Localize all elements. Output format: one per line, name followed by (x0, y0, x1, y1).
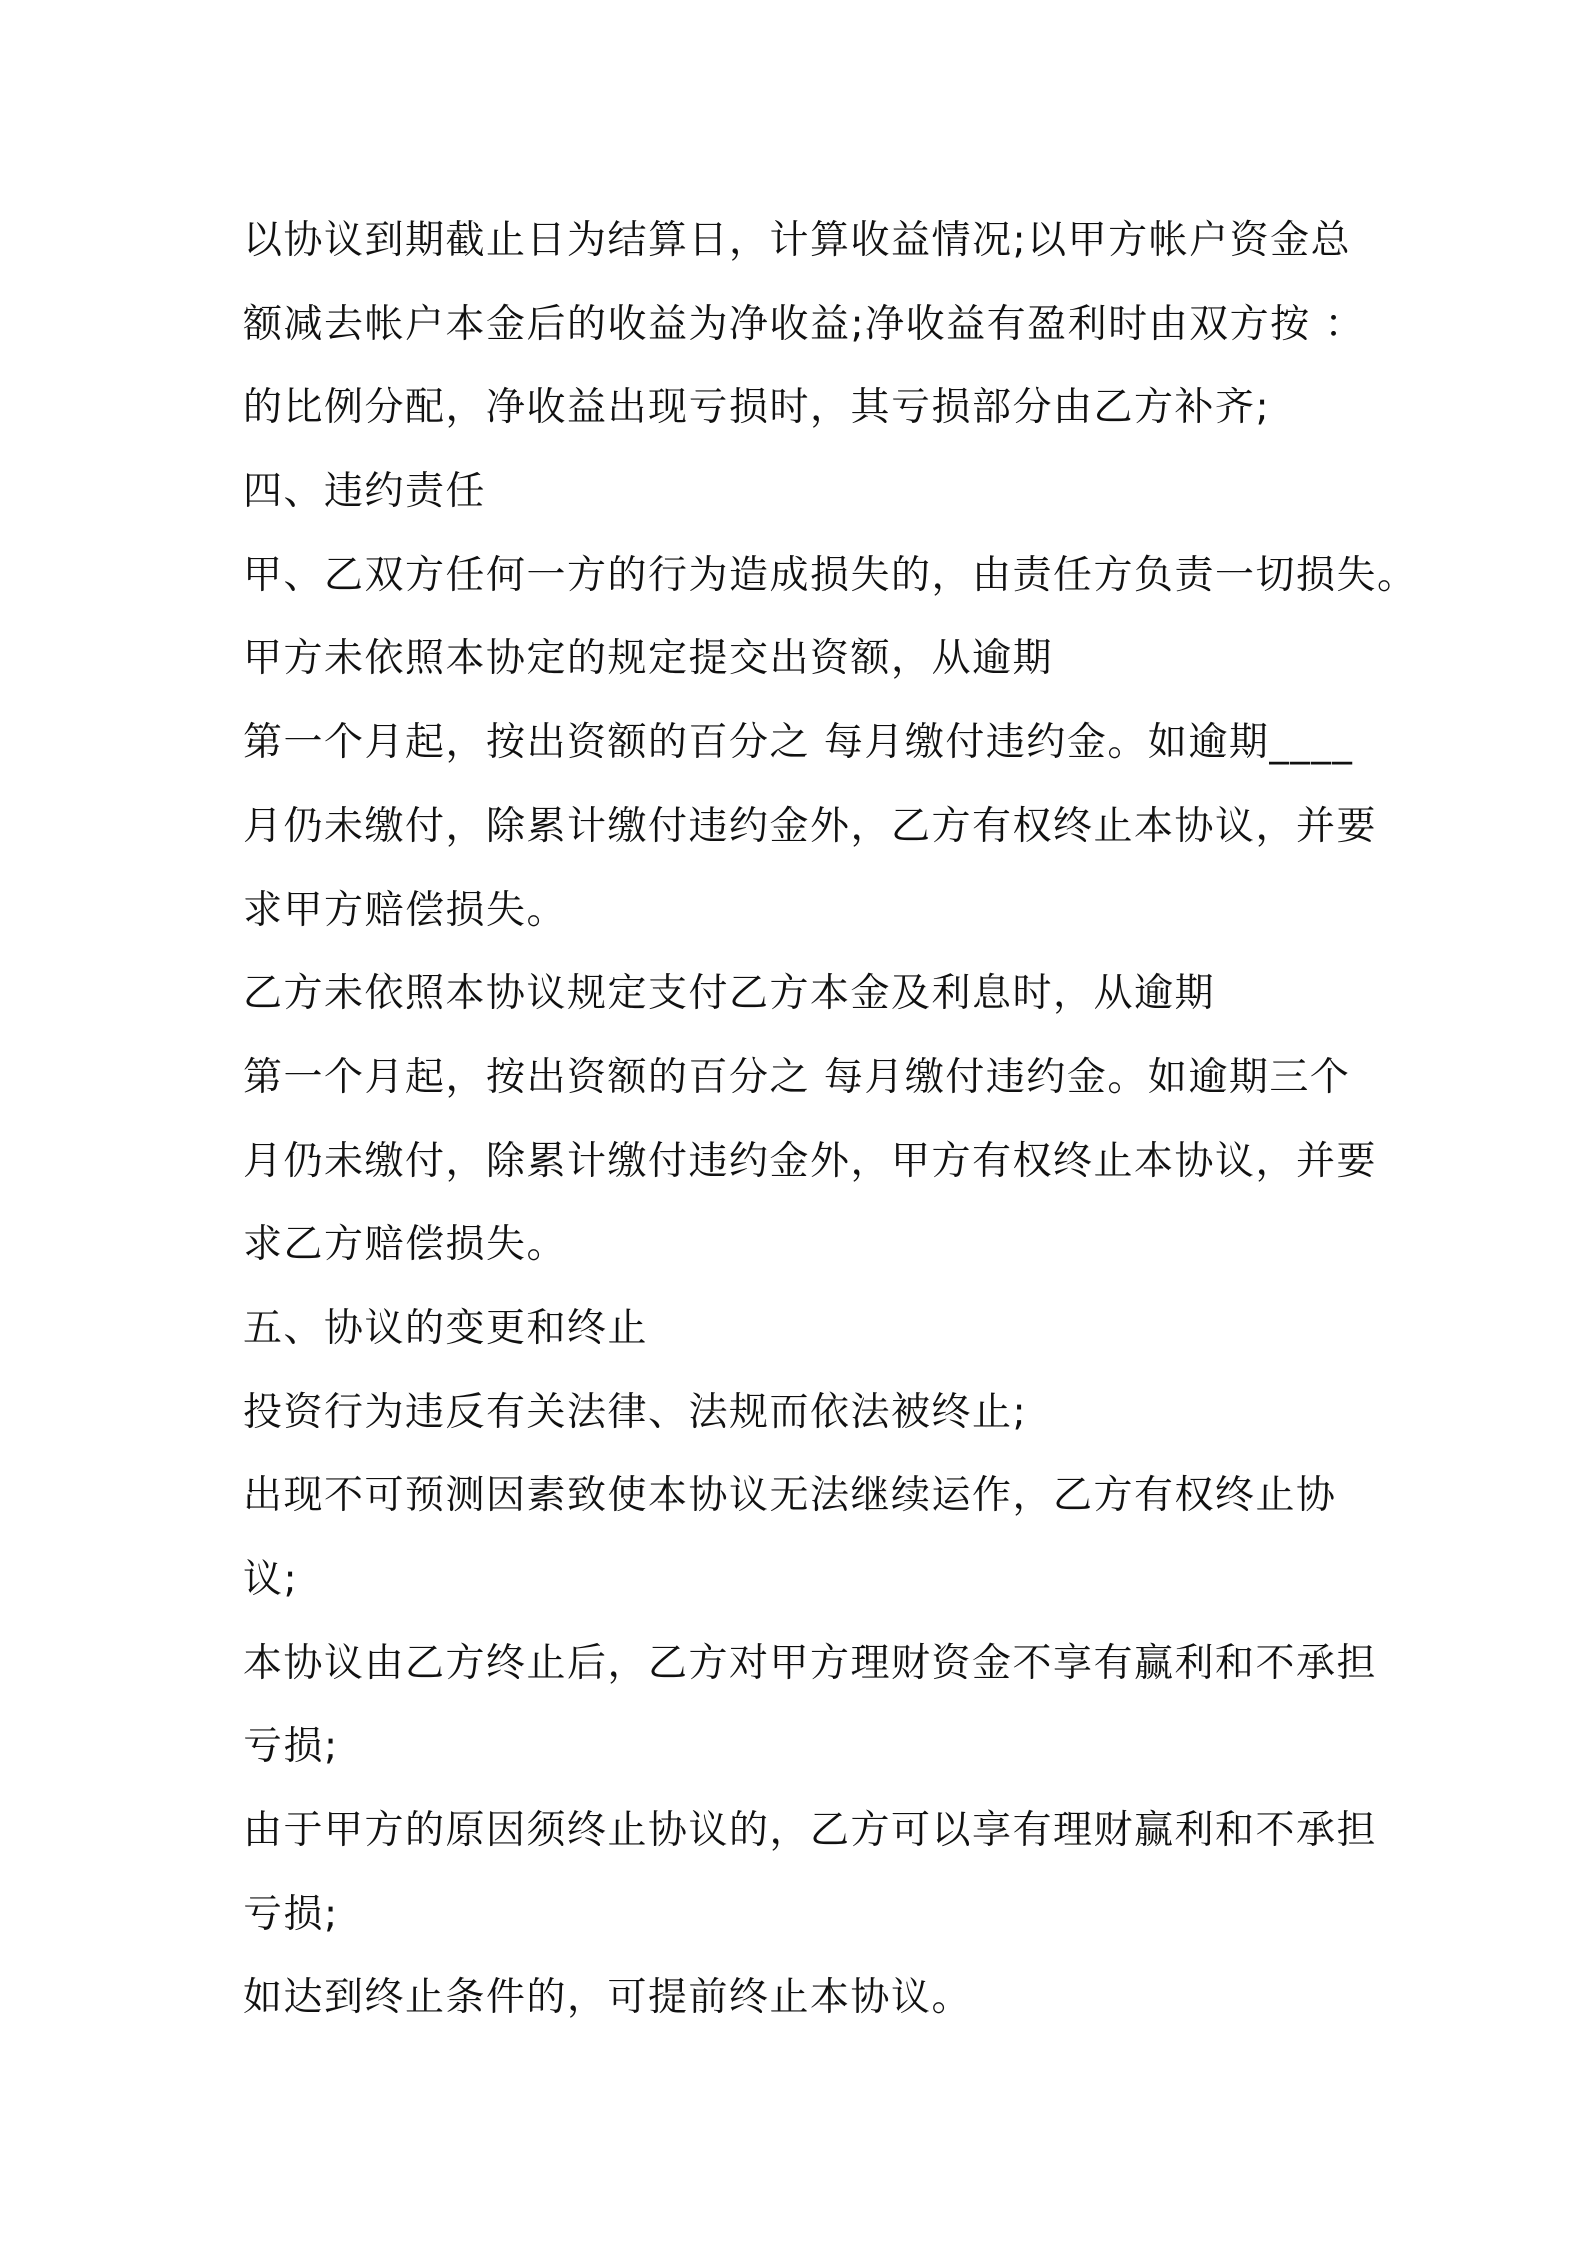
document-body (243, 199, 1418, 2040)
text-line: 月仍未缴付，除累计缴付违约金外，甲方有权终止本协议，并要 (243, 1138, 1378, 1184)
text-line: 第一个月起，按出资额的百分之 每月缴付违约金。如逾期三个 (243, 1054, 1351, 1100)
text-line: 求乙方赔偿损失。 (243, 1222, 568, 1268)
text-line: 乙方未依照本协议规定支付乙方本金及利息时，从逾期 (243, 971, 1216, 1017)
text-line: 亏损; (243, 1891, 339, 1937)
text-line: 由于甲方的原因须终止协议的，乙方可以享有理财赢利和不承担 (243, 1808, 1378, 1854)
text-line: 第一个月起，按出资额的百分之 每月缴付违约金。如逾期____ (243, 720, 1354, 766)
text-line: 亏损; (243, 1724, 339, 1770)
text-line: 以协议到期截止日为结算日，计算收益情况;以甲方帐户资金总 (243, 218, 1352, 263)
text-line: 额减去帐户本金后的收益为净收益;净收益有盈利时由双方按 ： (243, 301, 1366, 347)
text-line: 求甲方赔偿损失。 (243, 887, 568, 933)
text-line: 的比例分配，净收益出现亏损时，其亏损部分由乙方补齐; (243, 385, 1271, 431)
text-line: 如达到终止条件的，可提前终止本协议。 (243, 1975, 973, 2021)
text-line: 投资行为违反有关法律、法规而依法被终止; (243, 1389, 1028, 1435)
text-line: 本协议由乙方终止后，乙方对甲方理财资金不享有赢利和不承担 (243, 1640, 1378, 1686)
text-line: 议; (243, 1557, 299, 1602)
section-heading: 四、违约责任 (243, 469, 487, 515)
text-line: 甲、乙双方任何一方的行为造成损失的，由责任方负责一切损失。 (243, 552, 1418, 598)
section-heading: 五、协议的变更和终止 (243, 1305, 649, 1351)
text-line: 甲方未依照本协定的规定提交出资额，从逾期 (243, 636, 1054, 682)
text-line: 月仍未缴付，除累计缴付违约金外，乙方有权终止本协议，并要 (243, 803, 1378, 849)
text-line: 出现不可预测因素致使本协议无法继续运作，乙方有权终止协 (243, 1473, 1337, 1519)
